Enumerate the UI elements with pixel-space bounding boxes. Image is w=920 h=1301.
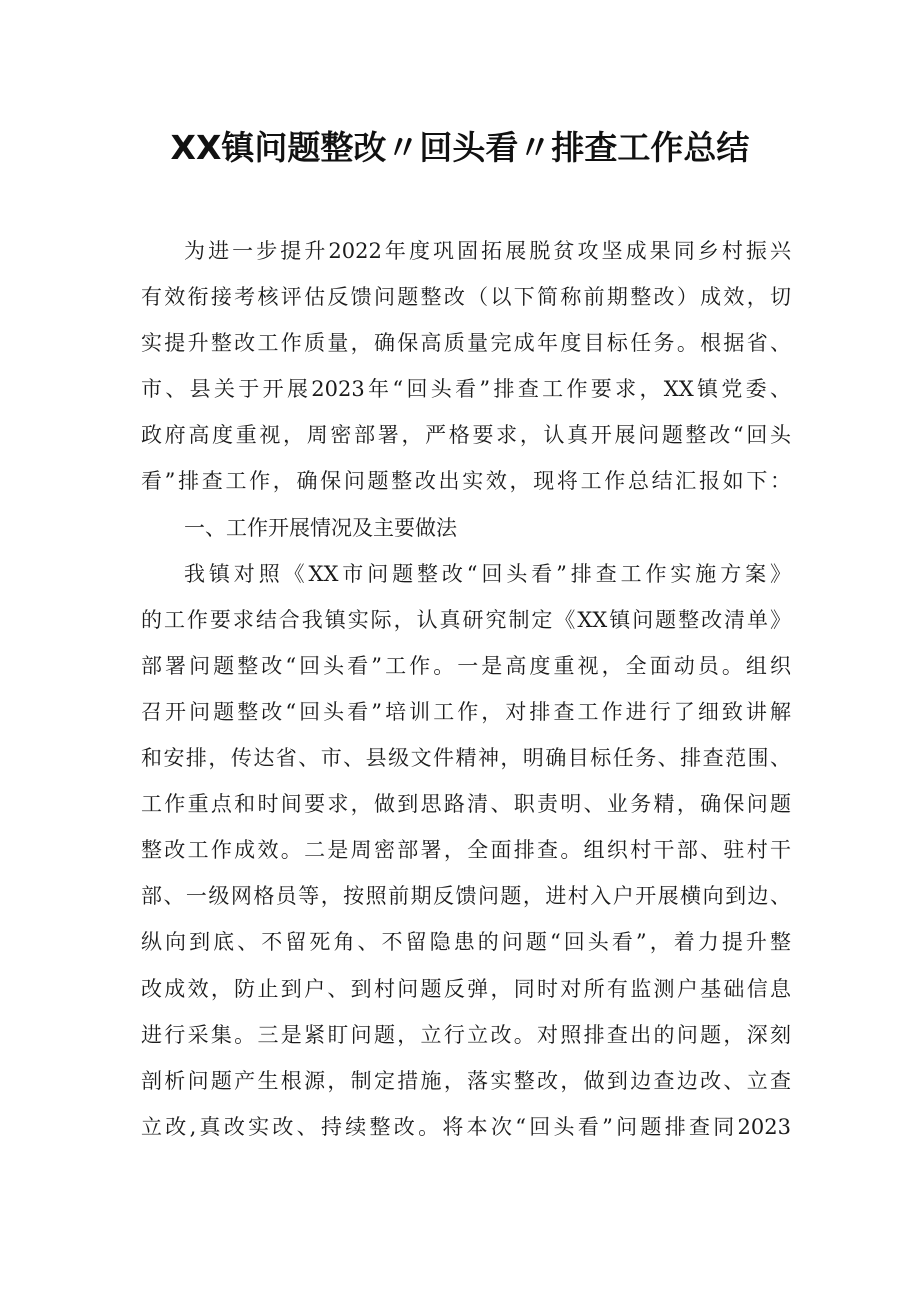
paragraph-2-line-1: 我镇对照《XX市问题整改“回头看”排查工作实施方案》 bbox=[184, 561, 791, 586]
paragraph-2-line-11: 进行采集。三是紧盯问题，立行立改。对照排查出的问题，深刻 bbox=[141, 1022, 791, 1047]
paragraph-1-line-3: 实提升整改工作质量，确保高质量完成年度目标任务。根据省、 bbox=[141, 331, 791, 356]
paragraph-2-line-8: 部、一级网格员等，按照前期反馈问题，进村入户开展横向到边、 bbox=[141, 884, 791, 909]
paragraph-2-line-5: 和安排，传达省、市、县级文件精神，明确目标任务、排查范围、 bbox=[141, 746, 791, 771]
paragraph-2-line-2: 的工作要求结合我镇实际，认真研究制定《XX镇问题整改清单》 bbox=[141, 607, 791, 632]
paragraph-1-line-1: 为进一步提升2022年度巩固拓展脱贫攻坚成果同乡村振兴 bbox=[184, 239, 791, 263]
paragraph-2-line-7: 整改工作成效。二是周密部署，全面排查。组织村干部、驻村干 bbox=[141, 838, 791, 863]
paragraph-2-line-9: 纵向到底、不留死角、不留隐患的问题“回头看”，着力提升整 bbox=[141, 930, 791, 955]
paragraph-2-line-12: 剖析问题产生根源，制定措施，落实整改，做到边查边改、立查 bbox=[141, 1068, 791, 1093]
paragraph-1-line-4: 市、县关于开展2023年“回头看”排查工作要求，XX镇党委、 bbox=[141, 377, 791, 402]
paragraph-1-line-6: 看”排查工作，确保问题整改出实效，现将工作总结汇报如下： bbox=[141, 469, 791, 494]
paragraph-2-line-3: 部署问题整改“回头看”工作。一是高度重视，全面动员。组织 bbox=[141, 653, 791, 678]
paragraph-1-line-2: 有效衔接考核评估反馈问题整改（以下简称前期整改）成效，切 bbox=[141, 285, 791, 310]
paragraph-2-line-10: 改成效，防止到户、到村问题反弹，同时对所有监测户基础信息 bbox=[141, 976, 791, 1001]
paragraph-2-line-13: 立改,真改实改、持续整改。将本次“回头看”问题排查同2023 bbox=[141, 1114, 791, 1139]
paragraph-2-line-4: 召开问题整改“回头看”培训工作，对排查工作进行了细致讲解 bbox=[141, 699, 791, 724]
document-title: XX镇问题整改〃回头看〃排查工作总结 bbox=[170, 128, 750, 167]
paragraph-2-line-6: 工作重点和时间要求，做到思路清、职责明、业务精，确保问题 bbox=[141, 792, 791, 817]
document-body bbox=[141, 228, 791, 1150]
paragraph-1-line-5: 政府高度重视，周密部署，严格要求，认真开展问题整改“回头 bbox=[141, 423, 791, 448]
section-heading-1: 一、工作开展情况及主要做法 bbox=[184, 515, 457, 540]
